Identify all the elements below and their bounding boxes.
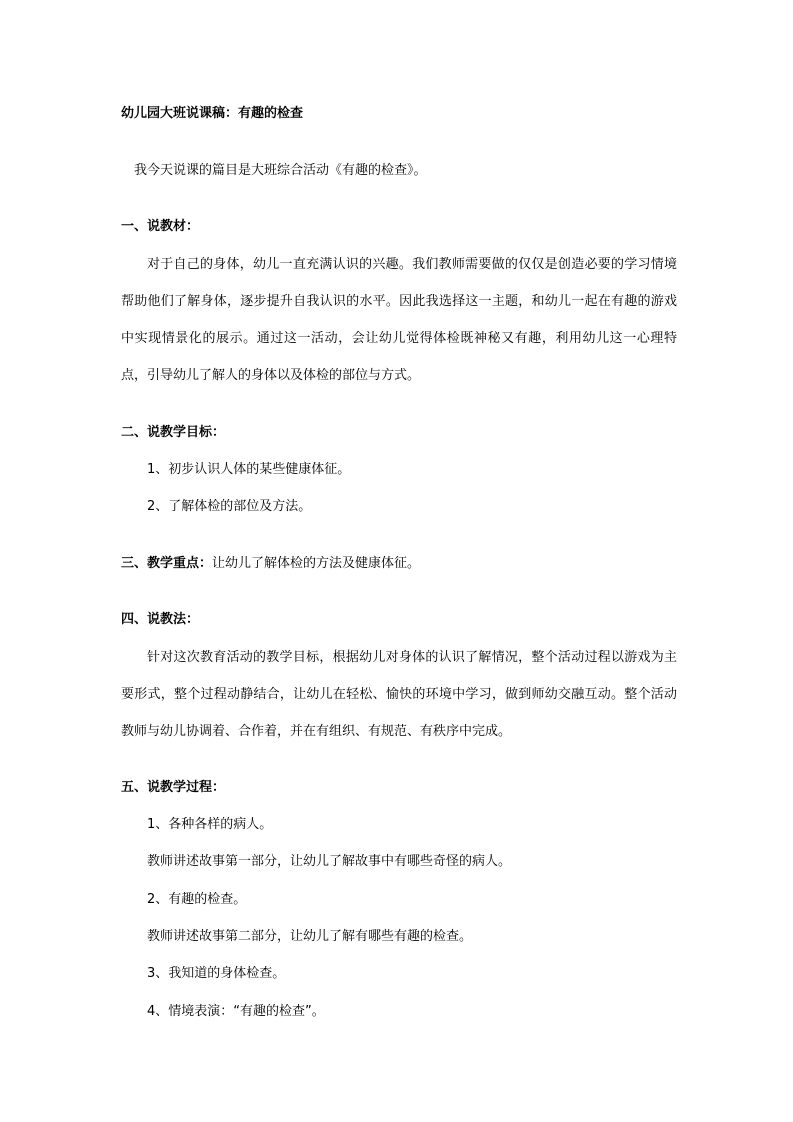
intro-paragraph: 我今天说课的篇目是大班综合活动《有趣的检查》。 (134, 163, 427, 178)
section-5-heading: 五、说教学过程： (121, 780, 226, 795)
section-2-heading: 二、说教学目标： (121, 425, 226, 440)
process-item-2-desc: 教师讲述故事第二部分，让幼儿了解有哪些有趣的检查。 (147, 929, 473, 944)
process-item-2: 2、有趣的检查。 (147, 892, 247, 907)
goal-item-2: 2、了解体检的部位及方法。 (147, 499, 312, 514)
process-item-3: 3、我知道的身体检查。 (147, 966, 286, 981)
goal-item-1: 1、初步认识人体的某些健康体征。 (147, 462, 351, 477)
section-3-heading: 三、教学重点： (121, 556, 213, 571)
section-1-heading: 一、说教材： (121, 219, 200, 234)
section-3-row (121, 555, 420, 573)
process-item-1: 1、各种各样的病人。 (147, 817, 273, 832)
document-title: 幼儿园大班说课稿：有趣的检查 (121, 106, 304, 121)
section-3-text: 让幼儿了解体检的方法及健康体征。 (212, 556, 421, 571)
section-4-heading: 四、说教法： (121, 612, 200, 627)
section-4-text: 针对这次教育活动的教学目标，根据幼儿对身体的认识了解情况，整个活动过程以游戏为主要形式，整个过程动静结合，让幼儿在轻松、愉快的环境中学习，做到师幼交融互动。整个活动教师与幼儿协调着、合作着，并在有组织、有规范、有秩序中完成。 (121, 650, 677, 739)
section-1-text: 对于自己的身体，幼儿一直充满认识的兴趣。我们教师需要做的仅仅是创造必要的学习情境帮助他们了解身体，逐步提升自我认识的水平。因此我选择这一主题，和幼儿一起在有趣的游戏中实现情景化的展示。通过这一活动，会让幼儿觉得体检既神秘又有趣，利用幼儿这一心理特点，引导幼儿了解人的身体以及体检的部位与方式。 (121, 257, 677, 383)
process-item-1-desc: 教师讲述故事第一部分，让幼儿了解故事中有哪些奇怪的病人。 (147, 854, 512, 869)
process-item-4: 4、情境表演：“有趣的检查”。 (147, 1004, 325, 1019)
